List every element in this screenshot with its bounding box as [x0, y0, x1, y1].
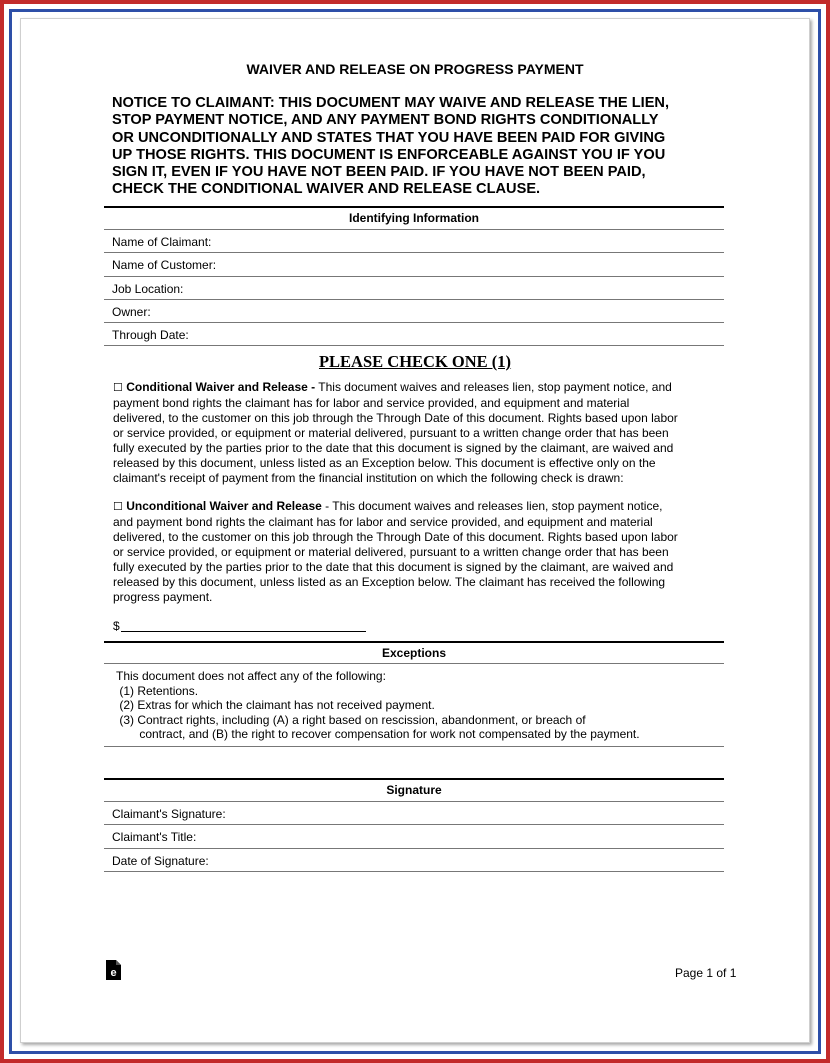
notice-line: OR UNCONDITIONALLY AND STATES THAT YOU HAVE BEEN PAID FOR GIVING: [112, 129, 666, 146]
payment-amount-line[interactable]: [121, 631, 366, 632]
please-check-one-heading: PLEASE CHECK ONE (1): [318, 352, 512, 371]
field-label: Name of Customer:: [112, 258, 217, 272]
conditional-waiver-label: Conditional Waiver and Release -: [126, 380, 316, 394]
paragraph-line: progress payment.: [113, 590, 213, 604]
paragraph-line: or service provided, or equipment or material delivered, pursuant to a written change order that has been: [113, 545, 669, 559]
field-label: Date of Signature:: [112, 854, 209, 868]
page-number: Page 1 of 1: [675, 966, 737, 980]
paragraph-line: claimant's receipt of payment from the financial institution on which the following check is drawn:: [113, 471, 624, 485]
notice-line: NOTICE TO CLAIMANT: THIS DOCUMENT MAY WAIVE AND RELEASE THE LIEN,: [112, 95, 670, 111]
claimant-title-field[interactable]: [104, 824, 724, 847]
owner-field[interactable]: [104, 299, 724, 322]
job-location-field[interactable]: [104, 276, 724, 299]
document-title: WAIVER AND RELEASE ON PROGRESS PAYMENT: [246, 61, 584, 77]
field-label: Owner:: [112, 305, 151, 319]
exceptions-list: [116, 669, 640, 742]
eforms-logo-icon: [105, 959, 122, 981]
paragraph-line: fully executed by the parties prior to the date that this document is signed by the claimant, are waived and: [113, 560, 674, 574]
paragraph-line: released by this document, unless listed as an Exception below. This document is effective only on the: [113, 456, 656, 470]
field-label: Claimant's Title:: [112, 830, 197, 844]
exceptions-line: contract, and (B) the right to recover compensation for work not compensated by the payment.: [116, 727, 640, 741]
identifying-info-header: Identifying Information: [104, 206, 724, 223]
section-divider: [104, 746, 724, 747]
paragraph-line: fully executed by the parties prior to the date that this document is signed by the claimant, are waived and: [113, 441, 674, 455]
paragraph-line: delivered, to the customer on this job through the Through Date of this document. Rights based upon labor: [113, 530, 678, 544]
paragraph-line: and payment bond rights the claimant has for labor and service provided, and equipment and material: [113, 515, 653, 529]
through-date-field[interactable]: [104, 322, 724, 345]
field-label: Job Location:: [112, 282, 184, 296]
exceptions-header: Exceptions: [104, 641, 724, 658]
conditional-checkbox[interactable]: ☐: [113, 382, 123, 394]
name-of-claimant-field[interactable]: [104, 229, 724, 252]
field-label: Through Date:: [112, 328, 189, 342]
name-of-customer-field[interactable]: [104, 252, 724, 275]
paragraph-line: payment bond rights the claimant has for labor and service provided, and equipment and material: [113, 396, 630, 410]
claimant-signature-field[interactable]: [104, 801, 724, 824]
exceptions-line: This document does not affect any of the following:: [116, 669, 386, 683]
exceptions-line: (3) Contract rights, including (A) a right based on rescission, abandonment, or breach of: [116, 712, 586, 727]
notice-to-claimant: [112, 95, 722, 199]
date-of-signature-field[interactable]: [104, 848, 724, 871]
unconditional-checkbox[interactable]: ☐: [113, 501, 123, 513]
paragraph-line: delivered, to the customer on this job through the Through Date of this document. Rights based upon labor: [113, 411, 678, 425]
unconditional-waiver-label: Unconditional Waiver and Release: [126, 499, 322, 513]
field-label: Name of Claimant:: [112, 235, 212, 249]
section-divider: [104, 663, 724, 664]
exceptions-line: (2) Extras for which the claimant has not received payment.: [116, 698, 435, 712]
paragraph-text: This document waives and releases lien, stop payment notice, and: [315, 380, 672, 394]
section-divider: [104, 871, 724, 872]
notice-line: STOP PAYMENT NOTICE, AND ANY PAYMENT BOND RIGHTS CONDITIONALLY: [112, 112, 659, 129]
logo-letter: e: [110, 967, 117, 979]
paragraph-text: - This document waives and releases lien, stop payment notice,: [321, 499, 663, 513]
notice-line: UP THOSE RIGHTS. THIS DOCUMENT IS ENFORCEABLE AGAINST YOU IF YOU: [112, 146, 666, 163]
section-divider: [104, 345, 724, 346]
field-label: Claimant's Signature:: [112, 807, 226, 821]
notice-line: CHECK THE CONDITIONAL WAIVER AND RELEASE CLAUSE.: [112, 181, 541, 198]
paragraph-line: or service provided, or equipment or material delivered, pursuant to a written change order that has been: [113, 426, 669, 440]
notice-line: SIGN IT, EVEN IF YOU HAVE NOT BEEN PAID. IF YOU HAVE NOT BEEN PAID,: [112, 164, 646, 181]
unconditional-waiver-paragraph: [113, 499, 725, 605]
payment-amount-prefix: $: [113, 619, 120, 633]
signature-header: Signature: [104, 778, 724, 795]
paragraph-line: released by this document, unless listed as an Exception below. The claimant has received the following: [113, 575, 666, 589]
conditional-waiver-paragraph: [113, 380, 725, 486]
exceptions-line: (1) Retentions.: [116, 683, 199, 698]
